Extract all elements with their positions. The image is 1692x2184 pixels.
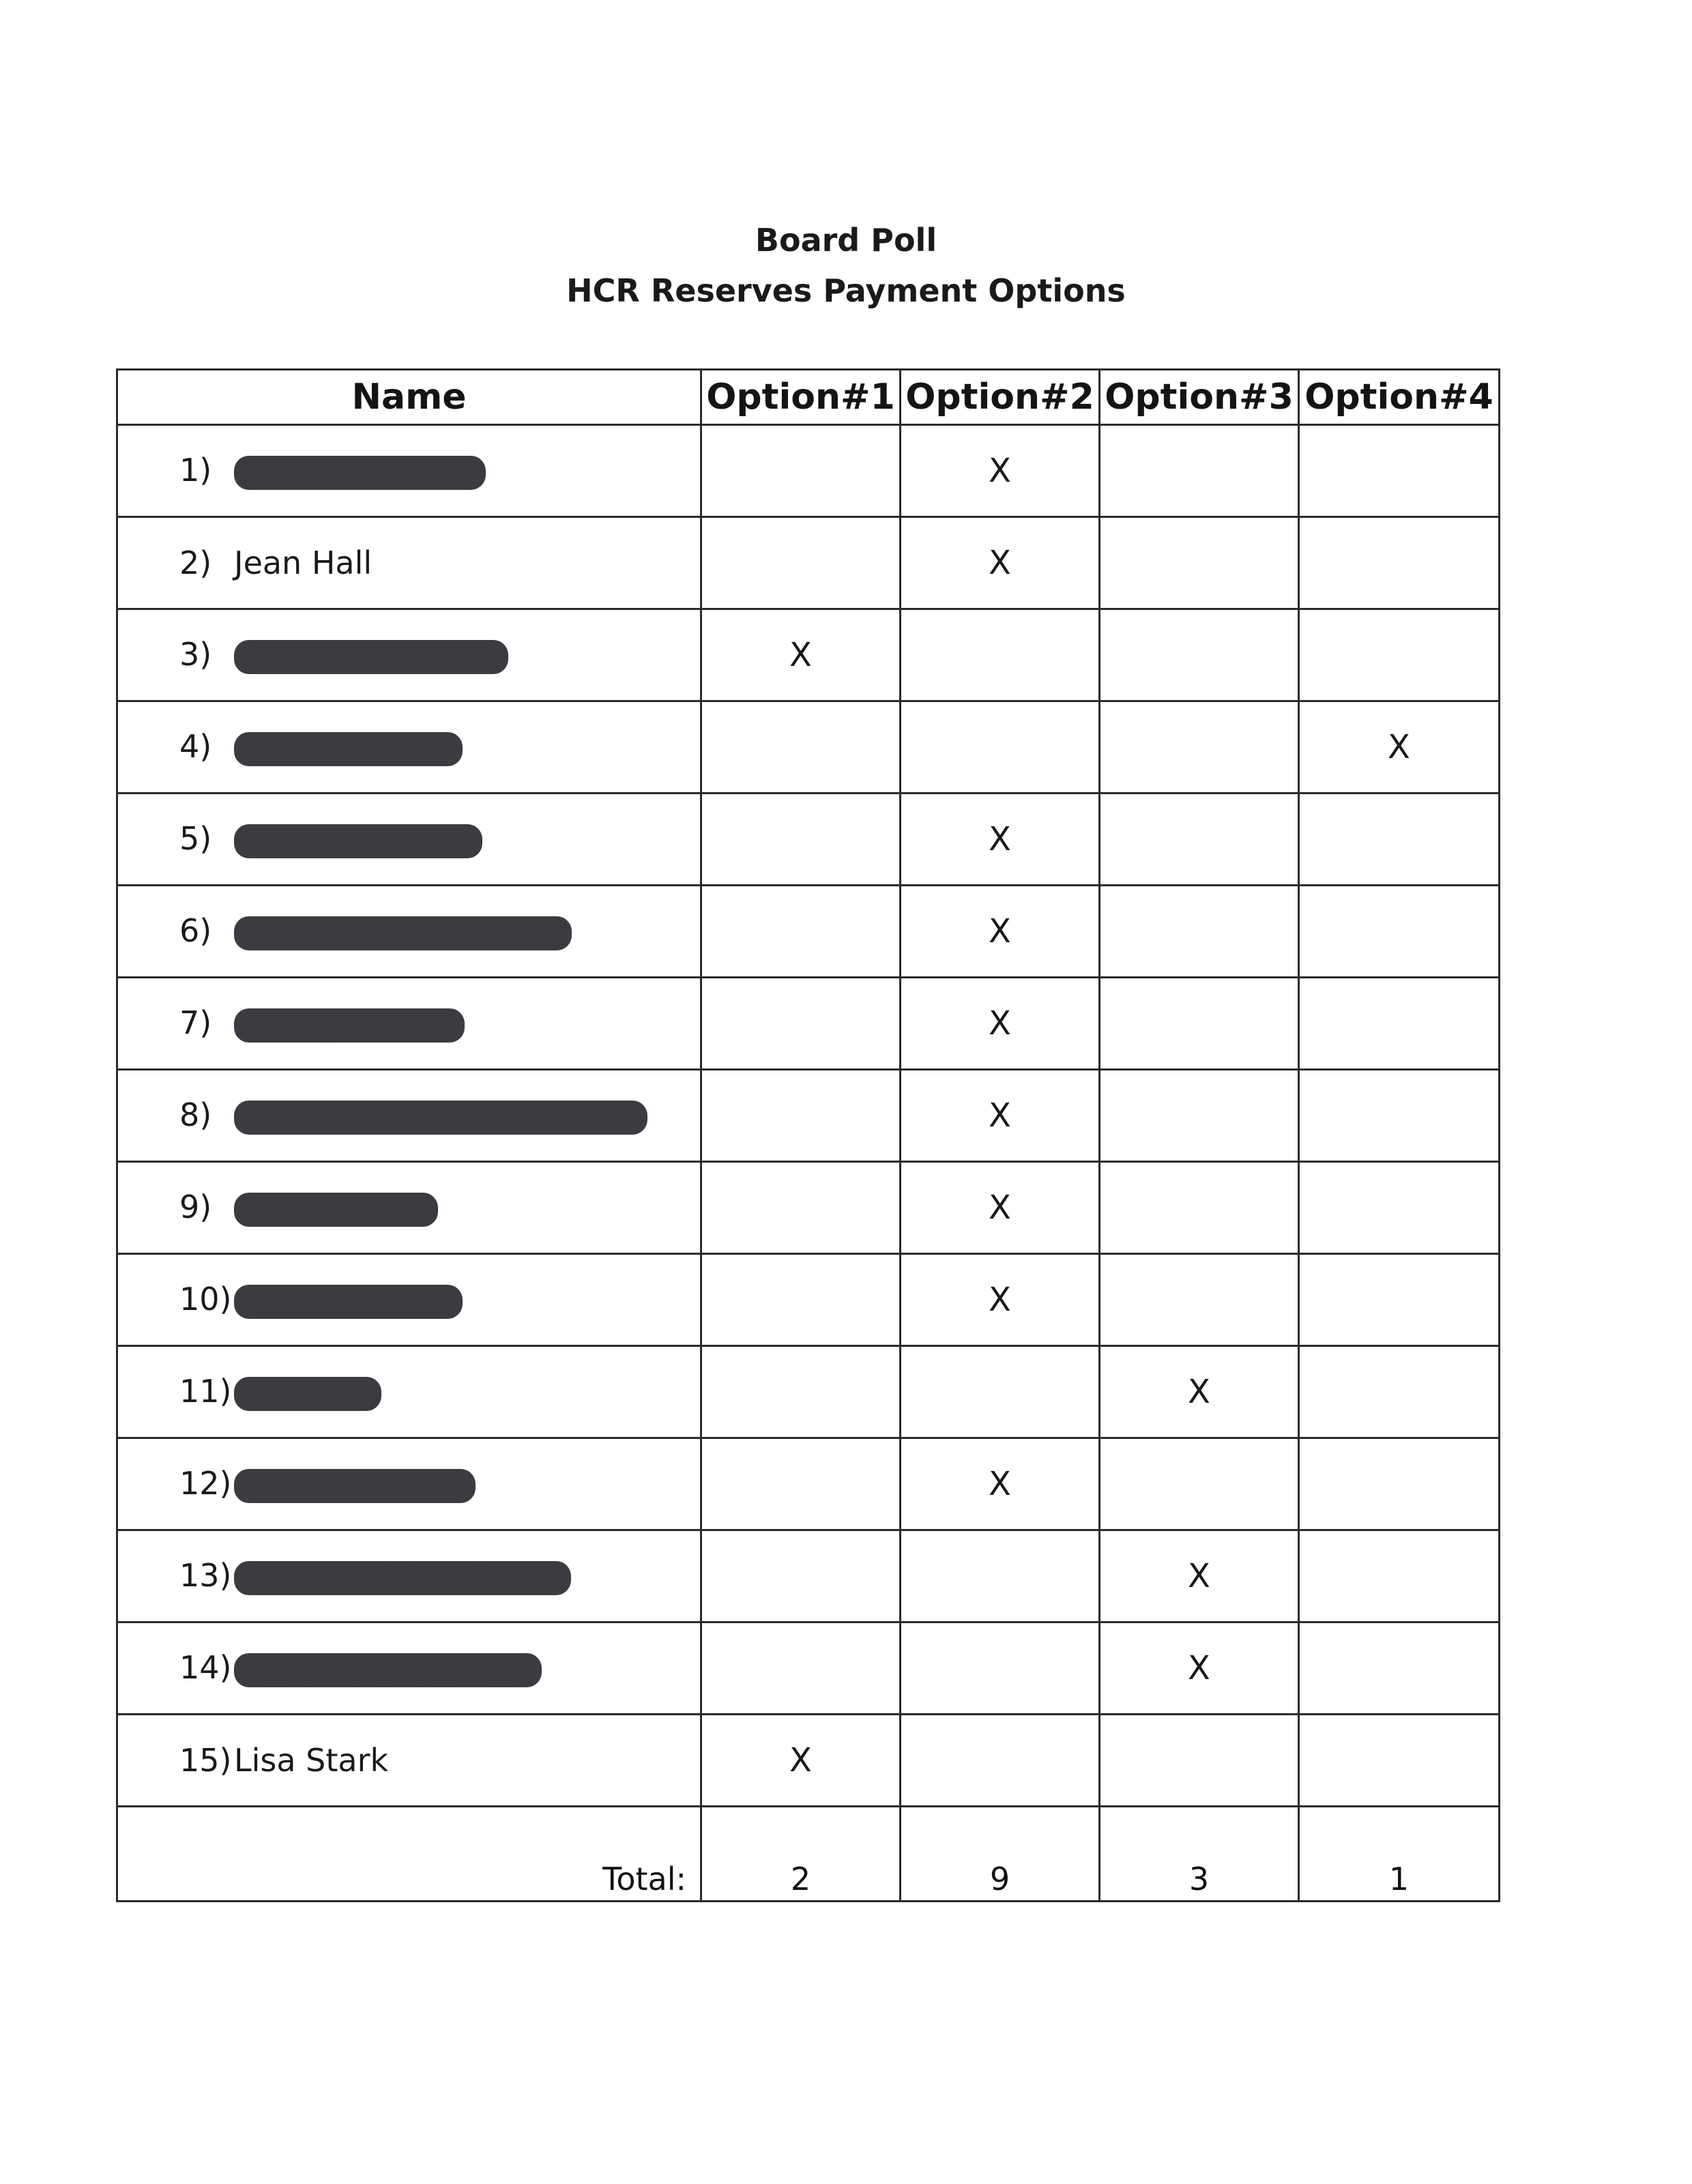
vote-cell-option-4 [1299,1162,1500,1254]
redacted-member-name: Khedda Hayden-Ryan [234,916,572,950]
vote-cell-option-2 [901,1438,1100,1530]
vote-cell-option-4 [1299,793,1500,886]
row-number: 9) [179,1189,212,1226]
vote-cell-option-3 [1100,1715,1299,1807]
redacted-member-name: Letisha Azizah [234,1285,463,1319]
vote-cell-option-3 [1100,1622,1299,1715]
row-number: 7) [179,1004,212,1042]
total-label: Total: [117,1807,701,1902]
vote-cell-option-3 [1100,609,1299,701]
header-option-3: Option#3 [1100,370,1299,425]
vote-mark: X [789,1741,812,1779]
redacted-member-name: Nadine Browne [234,1469,476,1503]
row-number: 5) [179,820,212,858]
vote-cell-option-2 [901,1530,1100,1622]
redacted-member-name: Keysha Beasley [234,824,482,858]
total-row [117,1807,1500,1902]
header-name: Name [117,370,701,425]
redacted-member-name: Clifton Stanley Diaz [234,1653,542,1687]
vote-cell-option-2 [901,425,1100,517]
member-cell [117,1162,701,1254]
redacted-member-name: Maryam Hubbard [234,640,508,674]
vote-cell-option-4 [1299,1070,1500,1162]
member-cell [117,886,701,978]
vote-cell-option-3 [1100,425,1299,517]
header-option-4: Option#4 [1299,370,1500,425]
vote-cell-option-4 [1299,1530,1500,1622]
vote-cell-option-3 [1100,1530,1299,1622]
vote-mark: X [1188,1557,1210,1595]
vote-cell-option-2 [901,609,1100,701]
vote-cell-option-1 [701,1346,901,1438]
table-row [117,793,1500,886]
vote-cell-option-2 [901,701,1100,793]
table-row [117,1622,1500,1715]
vote-cell-option-1 [701,1438,901,1530]
vote-cell-option-1 [701,1530,901,1622]
redacted-member-name: Jean Randolph-Castro [234,1561,571,1595]
member-cell [117,1070,701,1162]
vote-cell-option-1 [701,1622,901,1715]
document-subtitle: HCR Reserves Payment Options [566,272,1126,309]
row-number: 2) [179,544,212,581]
vote-cell-option-4 [1299,701,1500,793]
vote-cell-option-3 [1100,1346,1299,1438]
row-number: 4) [179,728,212,766]
vote-mark: X [1188,1649,1210,1687]
member-cell [117,1530,701,1622]
vote-cell-option-1 [701,1070,901,1162]
vote-mark: X [1388,728,1410,766]
title-block [0,215,1692,316]
vote-cell-option-3 [1100,1162,1299,1254]
redacted-member-name: Felicia Perrin [234,1193,438,1227]
vote-mark: X [989,1096,1011,1135]
redacted-member-name: Talib Bey [234,1377,381,1411]
vote-cell-option-1 [701,1254,901,1346]
table-row [117,886,1500,978]
table-row [117,701,1500,793]
vote-cell-option-1 [701,1162,901,1254]
member-cell [117,1715,701,1807]
redacted-member-name: Dr. Yvette Joy Harris-Smith [234,1101,647,1135]
vote-cell-option-1 [701,701,901,793]
member-cell [117,609,701,701]
vote-cell-option-3 [1100,517,1299,609]
total-option-2: 9 [901,1807,1100,1902]
vote-cell-option-4 [1299,425,1500,517]
vote-mark: X [789,636,812,674]
member-cell [117,1346,701,1438]
vote-mark: X [989,912,1011,950]
vote-cell-option-4 [1299,517,1500,609]
vote-cell-option-2 [901,1254,1100,1346]
table-row [117,1715,1500,1807]
vote-cell-option-4 [1299,978,1500,1070]
header-option-1: Option#1 [701,370,901,425]
vote-cell-option-2 [901,1715,1100,1807]
row-number: 10) [179,1281,232,1318]
table-row [117,978,1500,1070]
header-option-2: Option#2 [901,370,1100,425]
table-row [117,1346,1500,1438]
vote-cell-option-2 [901,517,1100,609]
vote-cell-option-4 [1299,886,1500,978]
vote-mark: X [989,1189,1011,1227]
member-cell [117,517,701,609]
vote-mark: X [989,1004,1011,1043]
row-number: 6) [179,912,212,950]
member-name: Jean Hall [234,544,373,581]
vote-mark: X [989,1465,1011,1503]
document-title: Board Poll [755,222,937,259]
vote-mark: X [989,544,1011,582]
table-row [117,1254,1500,1346]
row-number: 12) [179,1465,232,1502]
table-row [117,1530,1500,1622]
row-number: 14) [179,1649,232,1687]
vote-cell-option-4 [1299,1346,1500,1438]
table-row [117,1162,1500,1254]
vote-cell-option-1 [701,1715,901,1807]
row-number: 11) [179,1373,232,1410]
vote-cell-option-2 [901,793,1100,886]
vote-cell-option-4 [1299,1622,1500,1715]
vote-cell-option-2 [901,886,1100,978]
vote-cell-option-1 [701,609,901,701]
table-row [117,609,1500,701]
poll-body [117,425,1500,1807]
vote-mark: X [989,1281,1011,1319]
poll-table [116,368,1500,1902]
total-option-1: 2 [701,1807,901,1902]
redacted-member-name: Kamal Saleem [234,732,463,766]
vote-mark: X [989,820,1011,858]
vote-cell-option-4 [1299,1438,1500,1530]
vote-cell-option-3 [1100,701,1299,793]
vote-mark: X [989,452,1011,490]
redacted-member-name: Dr. Althea Hicks [234,456,486,490]
vote-cell-option-3 [1100,1070,1299,1162]
row-number: 15) [179,1742,232,1779]
total-option-3: 3 [1100,1807,1299,1902]
table-row [117,425,1500,517]
vote-cell-option-3 [1100,1438,1299,1530]
header-row [117,370,1500,425]
table-row [117,517,1500,609]
table-row [117,1070,1500,1162]
vote-cell-option-4 [1299,1715,1500,1807]
total-option-4: 1 [1299,1807,1500,1902]
vote-cell-option-2 [901,1622,1100,1715]
vote-cell-option-3 [1100,978,1299,1070]
vote-cell-option-3 [1100,886,1299,978]
vote-cell-option-2 [901,978,1100,1070]
vote-cell-option-1 [701,793,901,886]
member-cell [117,701,701,793]
member-cell [117,1438,701,1530]
row-number: 3) [179,636,212,673]
vote-cell-option-3 [1100,1254,1299,1346]
vote-cell-option-4 [1299,609,1500,701]
member-cell [117,793,701,886]
vote-cell-option-4 [1299,1254,1500,1346]
vote-cell-option-3 [1100,793,1299,886]
vote-cell-option-1 [701,517,901,609]
row-number: 8) [179,1096,212,1134]
table-row [117,1438,1500,1530]
vote-cell-option-1 [701,978,901,1070]
member-cell [117,1622,701,1715]
vote-cell-option-2 [901,1070,1100,1162]
member-cell [117,978,701,1070]
row-number: 1) [179,452,212,489]
member-cell [117,425,701,517]
vote-cell-option-2 [901,1162,1100,1254]
redacted-member-name: Stacey Francis [234,1008,465,1043]
member-cell [117,1254,701,1346]
row-number: 13) [179,1557,232,1595]
member-name: Lisa Stark [234,1742,389,1779]
vote-cell-option-1 [701,886,901,978]
vote-cell-option-2 [901,1346,1100,1438]
vote-mark: X [1188,1373,1210,1411]
vote-cell-option-1 [701,425,901,517]
